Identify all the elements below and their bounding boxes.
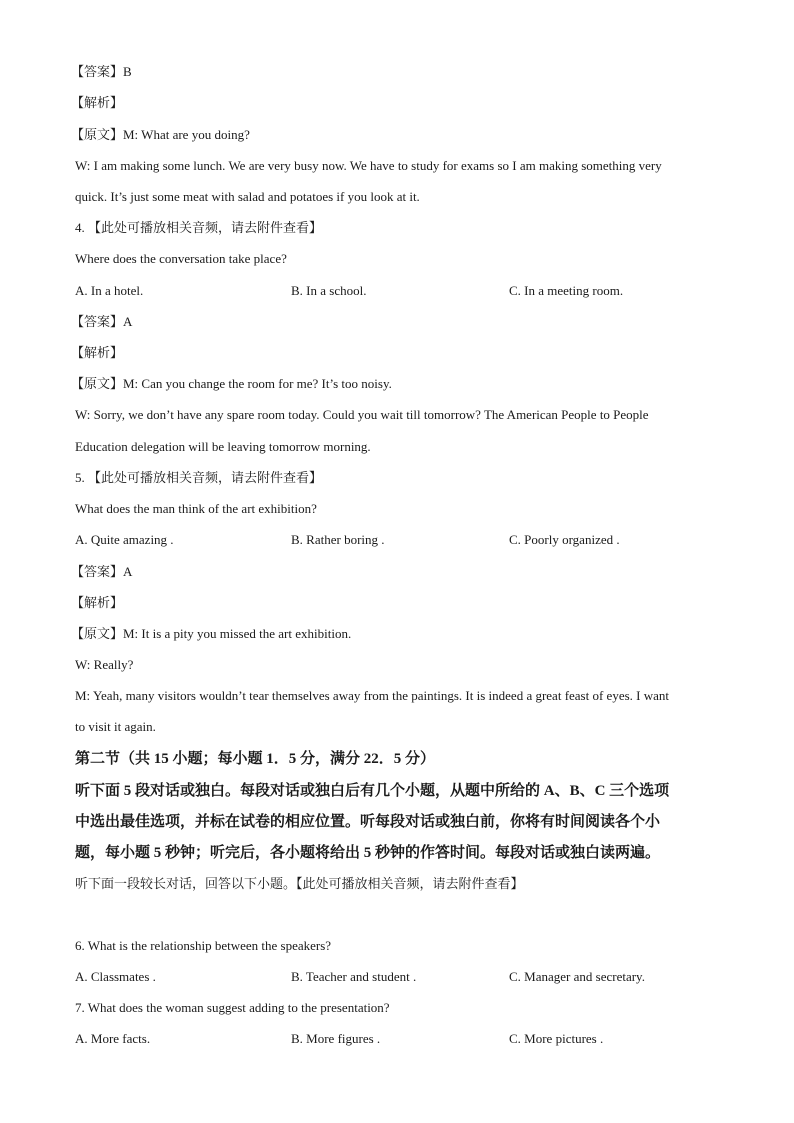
q4-title: 4. 【此处可播放相关音频，请去附件查看】: [75, 220, 323, 235]
q5-transcript-line-1: 【原文】M: It is a pity you missed the art exhibition.: [71, 626, 352, 641]
q3-transcript-line-3: quick. It’s just some meat with salad and potatoes if you look at it.: [75, 189, 420, 204]
q4-option-c: C. In a meeting room.: [509, 283, 624, 298]
q3-answer: 【答案】B: [71, 64, 132, 79]
q7-option-c: C. More pictures .: [509, 1031, 604, 1046]
q5-transcript-line-4: to visit it again.: [75, 719, 156, 734]
q5-option-a: A. Quite amazing .: [75, 532, 174, 547]
q4-transcript-line-2: W: Sorry, we don’t have any spare room today. Could you wait till tomorrow? The American People to People: [75, 407, 649, 422]
q4-question: Where does the conversation take place?: [75, 251, 287, 266]
section2-instruction-line-1: 听下面 5 段对话或独白。每段对话或独白后有几个小题，从题中所给的 A、B、C 三个选项: [75, 783, 670, 799]
q4-option-b: B. In a school.: [291, 283, 367, 298]
q7-option-b: B. More figures .: [291, 1031, 381, 1046]
q5-transcript-line-3: M: Yeah, many visitors wouldn’t tear themselves away from the paintings. It is indeed a great feast of eyes. I want: [75, 688, 670, 703]
document-page: [71, 0, 735, 1123]
section2-instruction-line-3: 题，每小题 5 秒钟；听完后，各小题将给出 5 秒钟的作答时间。每段对话或独白读两遍。: [75, 845, 661, 861]
q5-transcript-line-2: W: Really?: [75, 657, 134, 672]
section2-intro: 听下面一段较长对话，回答以下小题。【此处可播放相关音频，请去附件查看】: [75, 876, 524, 891]
q5-question: What does the man think of the art exhibition?: [75, 501, 317, 516]
q7-question: 7. What does the woman suggest adding to the presentation?: [75, 1000, 390, 1015]
q5-analysis-label: 【解析】: [71, 595, 124, 610]
q5-title: 5. 【此处可播放相关音频，请去附件查看】: [75, 470, 323, 485]
q3-analysis-label: 【解析】: [71, 95, 124, 110]
section2-title: 第二节（共 15 小题；每小题 1．5 分，满分 22．5 分）: [75, 751, 436, 767]
q6-options: [75, 969, 735, 985]
q4-options: [75, 283, 735, 299]
q4-option-a: A. In a hotel.: [75, 283, 144, 298]
q4-analysis-label: 【解析】: [71, 345, 124, 360]
q3-transcript-line-1: 【原文】M: What are you doing?: [71, 127, 250, 142]
q5-option-b: B. Rather boring .: [291, 532, 385, 547]
q3-transcript-line-2: W: I am making some lunch. We are very busy now. We have to study for exams so I am making something very: [75, 158, 662, 173]
q5-options: [75, 532, 735, 548]
q7-option-a: A. More facts.: [75, 1031, 151, 1046]
q4-transcript-line-1: 【原文】M: Can you change the room for me? It’s too noisy.: [71, 376, 392, 391]
q6-question: 6. What is the relationship between the speakers?: [75, 938, 332, 953]
q6-option-a: A. Classmates .: [75, 969, 156, 984]
q5-answer: 【答案】A: [71, 564, 133, 579]
q4-transcript-line-3: Education delegation will be leaving tomorrow morning.: [75, 439, 371, 454]
q5-option-c: C. Poorly organized .: [509, 532, 620, 547]
q4-answer: 【答案】A: [71, 314, 133, 329]
q6-option-b: B. Teacher and student .: [291, 969, 417, 984]
section2-instruction-line-2: 中选出最佳选项，并标在试卷的相应位置。听每段对话或独白前，你将有时间阅读各个小: [75, 814, 661, 830]
q7-options: [75, 1031, 735, 1047]
q6-option-c: C. Manager and secretary.: [509, 969, 645, 984]
